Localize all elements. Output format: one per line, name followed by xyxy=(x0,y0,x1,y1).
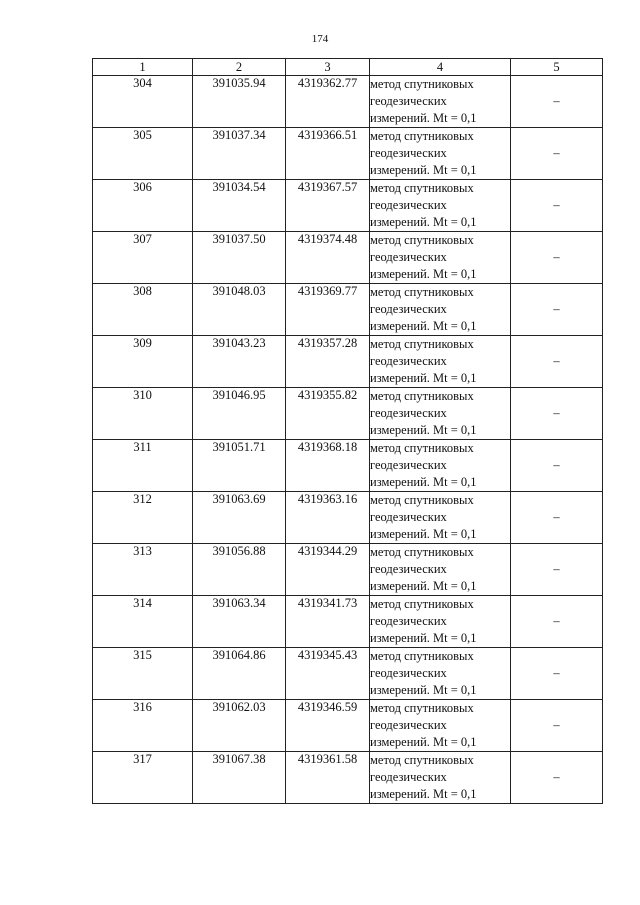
method-line-2: геодезических xyxy=(370,510,447,524)
x-coordinate-cell: 391046.95 xyxy=(193,388,286,440)
x-coordinate-cell: 391035.94 xyxy=(193,76,286,128)
note-cell xyxy=(511,492,603,544)
dash-mark: – xyxy=(553,250,560,264)
y-coordinate-cell: 4319341.73 xyxy=(286,596,370,648)
method-line-2: геодезических xyxy=(370,250,447,264)
note-cell xyxy=(511,648,603,700)
method-cell xyxy=(370,388,511,440)
method-line-2: геодезических xyxy=(370,198,447,212)
method-cell xyxy=(370,440,511,492)
method-line-1: метод спутниковых xyxy=(370,285,474,299)
x-coordinate-cell: 391034.54 xyxy=(193,180,286,232)
header-row xyxy=(93,59,603,76)
method-cell xyxy=(370,284,511,336)
table-row xyxy=(93,544,603,596)
method-line-1: метод спутниковых xyxy=(370,233,474,247)
dash-mark: – xyxy=(553,562,560,576)
method-line-3: измерений. Mt = 0,1 xyxy=(370,631,477,645)
note-cell xyxy=(511,284,603,336)
point-number-cell: 311 xyxy=(93,440,193,492)
dash-mark: – xyxy=(553,458,560,472)
method-cell xyxy=(370,752,511,804)
y-coordinate-cell: 4319361.58 xyxy=(286,752,370,804)
method-line-2: геодезических xyxy=(370,666,447,680)
dash-mark: – xyxy=(553,406,560,420)
method-line-2: геодезических xyxy=(370,146,447,160)
method-cell xyxy=(370,596,511,648)
method-line-3: измерений. Mt = 0,1 xyxy=(370,267,477,281)
dash-mark: – xyxy=(553,718,560,732)
method-line-1: метод спутниковых xyxy=(370,389,474,403)
header-cell-4: 4 xyxy=(370,59,511,76)
method-line-2: геодезических xyxy=(370,718,447,732)
dash-mark: – xyxy=(553,302,560,316)
dash-mark: – xyxy=(553,666,560,680)
method-cell xyxy=(370,180,511,232)
x-coordinate-cell: 391063.34 xyxy=(193,596,286,648)
point-number-cell: 315 xyxy=(93,648,193,700)
method-line-3: измерений. Mt = 0,1 xyxy=(370,527,477,541)
method-line-1: метод спутниковых xyxy=(370,701,474,715)
method-cell xyxy=(370,700,511,752)
x-coordinate-cell: 391043.23 xyxy=(193,336,286,388)
point-number-cell: 305 xyxy=(93,128,193,180)
method-cell xyxy=(370,128,511,180)
x-coordinate-cell: 391062.03 xyxy=(193,700,286,752)
method-line-1: метод спутниковых xyxy=(370,441,474,455)
dash-mark: – xyxy=(553,510,560,524)
x-coordinate-cell: 391056.88 xyxy=(193,544,286,596)
table-row xyxy=(93,388,603,440)
header-cell-5: 5 xyxy=(511,59,603,76)
y-coordinate-cell: 4319357.28 xyxy=(286,336,370,388)
y-coordinate-cell: 4319344.29 xyxy=(286,544,370,596)
method-line-2: геодезических xyxy=(370,406,447,420)
table-row xyxy=(93,180,603,232)
method-cell xyxy=(370,544,511,596)
note-cell xyxy=(511,232,603,284)
method-line-2: геодезических xyxy=(370,458,447,472)
method-line-3: измерений. Mt = 0,1 xyxy=(370,371,477,385)
method-line-1: метод спутниковых xyxy=(370,753,474,767)
y-coordinate-cell: 4319346.59 xyxy=(286,700,370,752)
dash-mark: – xyxy=(553,614,560,628)
method-line-1: метод спутниковых xyxy=(370,545,474,559)
method-line-1: метод спутниковых xyxy=(370,181,474,195)
table-row xyxy=(93,700,603,752)
method-line-2: геодезических xyxy=(370,302,447,316)
y-coordinate-cell: 4319367.57 xyxy=(286,180,370,232)
method-line-3: измерений. Mt = 0,1 xyxy=(370,215,477,229)
note-cell xyxy=(511,700,603,752)
method-line-3: измерений. Mt = 0,1 xyxy=(370,787,477,801)
method-cell xyxy=(370,76,511,128)
dash-mark: – xyxy=(553,770,560,784)
method-line-1: метод спутниковых xyxy=(370,129,474,143)
y-coordinate-cell: 4319374.48 xyxy=(286,232,370,284)
y-coordinate-cell: 4319369.77 xyxy=(286,284,370,336)
point-number-cell: 308 xyxy=(93,284,193,336)
method-line-3: измерений. Mt = 0,1 xyxy=(370,579,477,593)
method-line-3: измерений. Mt = 0,1 xyxy=(370,111,477,125)
header-cell-2: 2 xyxy=(193,59,286,76)
x-coordinate-cell: 391051.71 xyxy=(193,440,286,492)
point-number-cell: 317 xyxy=(93,752,193,804)
point-number-cell: 307 xyxy=(93,232,193,284)
point-number-cell: 309 xyxy=(93,336,193,388)
y-coordinate-cell: 4319363.16 xyxy=(286,492,370,544)
method-line-1: метод спутниковых xyxy=(370,493,474,507)
y-coordinate-cell: 4319368.18 xyxy=(286,440,370,492)
method-line-2: геодезических xyxy=(370,94,447,108)
x-coordinate-cell: 391037.34 xyxy=(193,128,286,180)
table-row xyxy=(93,492,603,544)
table-row xyxy=(93,336,603,388)
y-coordinate-cell: 4319345.43 xyxy=(286,648,370,700)
method-cell xyxy=(370,648,511,700)
method-line-2: геодезических xyxy=(370,614,447,628)
method-line-1: метод спутниковых xyxy=(370,77,474,91)
header-cell-1: 1 xyxy=(93,59,193,76)
y-coordinate-cell: 4319366.51 xyxy=(286,128,370,180)
point-number-cell: 313 xyxy=(93,544,193,596)
dash-mark: – xyxy=(553,146,560,160)
y-coordinate-cell: 4319355.82 xyxy=(286,388,370,440)
method-line-1: метод спутниковых xyxy=(370,597,474,611)
note-cell xyxy=(511,440,603,492)
method-cell xyxy=(370,232,511,284)
note-cell xyxy=(511,752,603,804)
table-row xyxy=(93,232,603,284)
note-cell xyxy=(511,388,603,440)
note-cell xyxy=(511,596,603,648)
method-line-2: геодезических xyxy=(370,562,447,576)
dash-mark: – xyxy=(553,94,560,108)
table-row xyxy=(93,752,603,804)
x-coordinate-cell: 391067.38 xyxy=(193,752,286,804)
table-row xyxy=(93,596,603,648)
method-line-2: геодезических xyxy=(370,770,447,784)
point-number-cell: 306 xyxy=(93,180,193,232)
x-coordinate-cell: 391037.50 xyxy=(193,232,286,284)
method-line-3: измерений. Mt = 0,1 xyxy=(370,475,477,489)
x-coordinate-cell: 391064.86 xyxy=(193,648,286,700)
point-number-cell: 312 xyxy=(93,492,193,544)
point-number-cell: 314 xyxy=(93,596,193,648)
method-line-1: метод спутниковых xyxy=(370,337,474,351)
point-number-cell: 310 xyxy=(93,388,193,440)
method-line-1: метод спутниковых xyxy=(370,649,474,663)
method-line-3: измерений. Mt = 0,1 xyxy=(370,735,477,749)
point-number-cell: 316 xyxy=(93,700,193,752)
point-number-cell: 304 xyxy=(93,76,193,128)
table-row xyxy=(93,76,603,128)
x-coordinate-cell: 391048.03 xyxy=(193,284,286,336)
y-coordinate-cell: 4319362.77 xyxy=(286,76,370,128)
method-line-2: геодезических xyxy=(370,354,447,368)
note-cell xyxy=(511,76,603,128)
coordinates-table xyxy=(92,58,603,804)
table-row xyxy=(93,440,603,492)
header-cell-3: 3 xyxy=(286,59,370,76)
note-cell xyxy=(511,128,603,180)
note-cell xyxy=(511,336,603,388)
dash-mark: – xyxy=(553,354,560,368)
method-cell xyxy=(370,336,511,388)
table-row xyxy=(93,648,603,700)
page-number: 174 xyxy=(311,33,329,45)
method-line-3: измерений. Mt = 0,1 xyxy=(370,423,477,437)
table-row xyxy=(93,284,603,336)
method-cell xyxy=(370,492,511,544)
note-cell xyxy=(511,180,603,232)
table-header xyxy=(93,59,603,76)
x-coordinate-cell: 391063.69 xyxy=(193,492,286,544)
dash-mark: – xyxy=(553,198,560,212)
method-line-3: измерений. Mt = 0,1 xyxy=(370,319,477,333)
method-line-3: измерений. Mt = 0,1 xyxy=(370,683,477,697)
note-cell xyxy=(511,544,603,596)
table-body xyxy=(93,76,603,804)
table-row xyxy=(93,128,603,180)
method-line-3: измерений. Mt = 0,1 xyxy=(370,163,477,177)
